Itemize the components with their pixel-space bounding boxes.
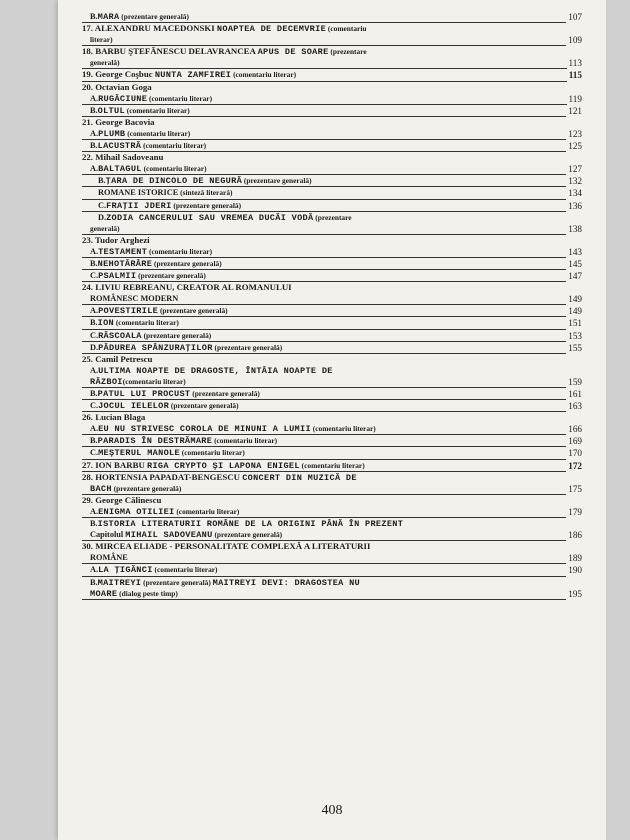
toc-entry [82, 46, 582, 57]
entry-note: (comentariu literar) [147, 93, 213, 103]
toc-entry [82, 564, 582, 576]
toc-page-number: 127 [568, 164, 582, 175]
entry-text: B. [90, 389, 98, 398]
toc-page-number: 155 [568, 342, 582, 353]
toc-entry [82, 460, 582, 472]
entry-text: A. [90, 128, 99, 138]
toc-entry-title [90, 529, 282, 541]
toc-entry [82, 293, 582, 305]
toc-entry [82, 541, 582, 552]
entry-text: 27. ION BARBU [82, 459, 148, 470]
work-title: MARA [97, 12, 120, 22]
toc-page-number: 172 [568, 460, 582, 471]
toc-entry-title [90, 246, 212, 258]
work-title: CONCERT DIN MUZICĂ DE [242, 472, 357, 483]
entry-note: (prezentare generală) [212, 342, 283, 352]
toc-entry-title [90, 34, 113, 45]
work-title: MEŞTERUL MANOLE [98, 448, 180, 459]
entry-note: (comentariu [326, 24, 367, 34]
toc-page-number: 161 [568, 389, 582, 399]
work-title: ENIGMA OTILIEI [98, 506, 175, 517]
entry-text: B. [98, 176, 106, 186]
entry-text: ROMÂNESC MODERN [90, 294, 179, 304]
work-title: ION [97, 318, 114, 329]
toc-entry [82, 235, 582, 246]
entry-text: 26. Lucian Blaga [82, 412, 146, 423]
entry-text: B. [90, 577, 98, 587]
entry-text: B. [90, 141, 98, 151]
toc-entry [82, 588, 582, 600]
entry-text: B. [90, 519, 98, 529]
entry-note: generală) [90, 58, 120, 68]
entry-text: 22. Mihail Sadoveanu [82, 152, 164, 163]
entry-text: A. [90, 306, 99, 316]
toc-entry [82, 246, 582, 258]
work-title: EU NU STRIVESC COROLA DE MINUNI A LUMII [98, 424, 311, 435]
entry-text: A. [90, 365, 99, 375]
entry-note: (comentariu literar) [299, 460, 365, 470]
toc-entry [82, 435, 582, 447]
toc-entry [82, 163, 582, 175]
toc-entry [82, 506, 582, 518]
toc-entry-title [82, 152, 163, 163]
entry-text: D. [98, 212, 107, 222]
entry-note: (prezentare generală) [141, 577, 213, 587]
toc-entry [82, 518, 582, 529]
toc-entry [82, 376, 582, 388]
entry-note: (prezentare generală) [119, 12, 189, 21]
toc-entry-title [90, 305, 228, 317]
toc-page-number: 186 [568, 530, 582, 541]
toc-entry [82, 93, 582, 105]
toc-page-number: 132 [568, 176, 582, 187]
toc-entry-title [98, 200, 241, 212]
entry-text: 18. BARBU ŞTEFĂNESCU DELAVRANCEA [82, 46, 258, 57]
toc-page-number: 121 [568, 105, 582, 116]
work-title: JOCUL IELELOR [98, 401, 170, 412]
entry-text: Capitolul [90, 530, 126, 540]
toc-entry-title [90, 11, 189, 23]
entry-note: (comentariu literar) [113, 318, 179, 328]
toc-entry [82, 317, 582, 329]
toc-entry-title [82, 69, 296, 81]
toc-entry-title [90, 93, 212, 105]
entry-note: generală) [90, 223, 120, 233]
toc-entry [82, 187, 582, 199]
toc-entry-title [90, 128, 190, 140]
toc-entry [82, 117, 582, 128]
toc-entry [82, 152, 582, 163]
toc-entry-title [98, 175, 312, 187]
toc-entry-title [90, 552, 128, 563]
entry-text: C. [98, 200, 107, 210]
toc-page-number: 115 [568, 70, 582, 81]
entry-text: A. [90, 246, 99, 256]
toc-entry [82, 529, 582, 541]
toc-entry-title [82, 235, 150, 246]
toc-entry [82, 483, 582, 495]
toc-entry [82, 57, 582, 69]
entry-text: 20. Octavian Goga [82, 81, 152, 92]
work-title: PSALMII [98, 271, 137, 282]
entry-text: B. [90, 258, 98, 268]
toc-page-number: 107 [568, 12, 582, 22]
entry-note: literar) [90, 35, 113, 45]
entry-note: (prezentare generală) [169, 401, 239, 411]
toc-page-number: 149 [568, 294, 582, 305]
toc-entry [82, 577, 582, 588]
toc-entry [82, 69, 582, 81]
page-number: 408 [321, 803, 343, 818]
toc-entry [82, 552, 582, 564]
entry-note: (prezentare generală) [152, 258, 222, 268]
entry-text: B. [90, 436, 98, 446]
entry-note: (comentariu literar) [174, 506, 240, 516]
entry-note: (comentariu literar) [124, 105, 190, 115]
toc-page-number: 159 [568, 376, 582, 387]
entry-text: 24. LIVIU REBREANU, CREATOR AL ROMANULUI [82, 282, 292, 293]
toc-entry-title [90, 258, 222, 270]
toc-entry-title [82, 82, 152, 93]
toc-entry [82, 140, 582, 152]
entry-note: (sinteză literară) [178, 188, 233, 198]
toc-entry [82, 472, 582, 483]
toc-entry [82, 212, 582, 223]
entry-text: ROMANE ISTORICE [98, 188, 179, 198]
toc-page-number: 149 [568, 306, 582, 317]
work-title: LACUSTRĂ [97, 141, 142, 152]
work-title: MIHAIL SADOVEANU [125, 530, 213, 541]
entry-note: (comentariu literar) [141, 141, 207, 151]
toc-entry-title [90, 400, 239, 412]
toc-page-number: 143 [568, 246, 582, 257]
entry-note: (comentariu literar) [179, 448, 245, 458]
toc-page-number: 163 [568, 401, 582, 412]
entry-text: D. [90, 342, 99, 352]
toc-page-number: 166 [568, 424, 582, 435]
work-title: RĂSCOALA [98, 330, 142, 341]
toc-page-number: 190 [568, 565, 582, 576]
toc-entry [82, 128, 582, 140]
toc-entry-title [90, 330, 211, 342]
toc-entry-title [90, 163, 207, 175]
entry-text: A. [90, 93, 99, 103]
toc-page-number: 175 [568, 483, 582, 494]
entry-note: (prezentare [313, 212, 352, 222]
toc-page-number: 109 [568, 35, 582, 46]
toc-entry [82, 23, 582, 34]
work-title: RIGA CRYPTO ŞI LAPONA ENIGEL [147, 460, 300, 471]
entry-text: A. [90, 506, 99, 516]
entry-text: 30. MIRCEA ELIADE - PERSONALITATE COMPLEXĂ A LITERATURII [82, 541, 371, 552]
entry-text: 28. HORTENSIA PAPADAT-BENGESCU [82, 471, 243, 482]
toc-entry-title [90, 140, 206, 152]
entry-text: ROMÂNE [90, 553, 128, 563]
entry-note: (dialog peste timp) [117, 588, 178, 598]
toc-entry [82, 330, 582, 342]
toc-entry [82, 282, 582, 293]
toc-entry [82, 354, 582, 365]
entry-text: B. [90, 105, 98, 115]
book-page [58, 0, 606, 840]
entry-note: (comentariu literar) [231, 70, 297, 80]
entry-note: (comentariu literar) [122, 376, 186, 386]
toc-page-number: 169 [568, 436, 582, 447]
toc-entry-title [90, 447, 245, 459]
toc-entry [82, 423, 582, 435]
entry-text: A. [90, 565, 99, 575]
work-title: ISTORIA LITERATURII ROMÂNE DE LA ORIGINI PÂNĂ ÎN PREZENT [97, 519, 404, 530]
toc-page-number: 145 [568, 258, 582, 269]
work-title: RUGĂCIUNE [98, 93, 148, 104]
toc-page-number: 119 [568, 93, 582, 104]
entry-text: 19. George Coşbuc [82, 69, 155, 80]
toc-entry [82, 447, 582, 459]
toc-entry-title [90, 564, 218, 576]
entry-text: 23. Tudor Arghezi [82, 234, 150, 245]
toc-entry-title [82, 354, 152, 365]
entry-note: (prezentare generală) [136, 271, 206, 281]
entry-text: A. [90, 424, 99, 434]
work-title: POVESTIRILE [98, 306, 159, 317]
toc-page-number: 151 [568, 318, 582, 329]
entry-note: (prezentare [328, 47, 367, 57]
entry-text: C. [90, 448, 99, 458]
work-title: APUS DE SOARE [257, 47, 329, 58]
entry-note: (comentariu literar) [152, 565, 218, 575]
work-title: NUNTA ZAMFIREI [154, 70, 232, 81]
toc-entry [82, 82, 582, 93]
toc-page-number: 136 [568, 200, 582, 211]
entry-text: 21. George Bacovia [82, 116, 155, 127]
work-title: PĂDUREA SPÂNZURAŢILOR [98, 342, 213, 353]
toc-entry-title [90, 105, 190, 117]
toc-entry [82, 258, 582, 270]
work-title: TESTAMENT [98, 246, 148, 257]
toc-entry-title [90, 223, 120, 234]
work-title: BACH [90, 483, 112, 494]
work-title: FRAŢII JDERI [106, 200, 172, 211]
entry-text: B. [90, 318, 98, 328]
toc-page-number: 113 [568, 58, 582, 69]
toc-page-number: 179 [568, 506, 582, 517]
toc-entry-title [90, 270, 206, 282]
toc-entry [82, 105, 582, 117]
toc-entry [82, 388, 582, 400]
toc-entry [82, 400, 582, 412]
toc-entry [82, 305, 582, 317]
entry-note: (comentariu literar) [125, 128, 191, 138]
work-title: MOARE [90, 588, 118, 599]
entry-text: 17. ALEXANDRU MACEDONSKI [82, 23, 217, 34]
entry-text: 29. George Călinescu [82, 494, 162, 505]
work-title: RĂZBOI [90, 376, 123, 387]
work-title: NEHOTĂRÂRE [97, 258, 153, 269]
toc-entry [82, 270, 582, 282]
toc-page-number: 170 [568, 448, 582, 459]
entry-note: (prezentare generală) [242, 176, 312, 186]
toc-entry-title [90, 435, 277, 447]
work-title: OLTUL [97, 105, 125, 116]
work-title: MAITREYI [97, 577, 142, 588]
toc-page-number: 125 [568, 141, 582, 152]
entry-text: B. [90, 12, 98, 21]
toc-entry [82, 342, 582, 354]
toc-entry [82, 495, 582, 506]
entry-note: (comentariu literar) [212, 436, 278, 446]
toc-entry-title [90, 57, 120, 68]
work-title: MAITREYI DEVI: DRAGOSTEA NU [212, 577, 360, 588]
entry-note: (prezentare generală) [171, 200, 242, 210]
entry-note: (prezentare generală) [212, 530, 283, 540]
entry-text: 25. Camil Petrescu [82, 353, 153, 364]
toc-entry [82, 365, 582, 376]
toc-entry-title [90, 483, 181, 495]
entry-text: C. [90, 330, 99, 340]
entry-note: (comentariu literar) [141, 164, 207, 174]
entry-note: (prezentare generală) [158, 306, 228, 316]
toc-entry-title [82, 412, 145, 423]
toc-page-number: 147 [568, 271, 582, 282]
toc-entry [82, 175, 582, 187]
toc-entry [82, 412, 582, 423]
entry-note: (prezentare generală) [190, 389, 260, 398]
work-title: ULTIMA NOAPTE DE DRAGOSTE, ÎNTÂIA NOAPTE DE [98, 365, 333, 376]
toc-entry-title [90, 376, 186, 388]
work-title: ZODIA CANCERULUI SAU VREMEA DUCĂI VODĂ [106, 212, 314, 223]
toc-entry-title [82, 282, 292, 293]
toc-entry-title [82, 117, 155, 128]
work-title: PARADIS ÎN DESTRĂMARE [97, 436, 213, 447]
table-of-contents [82, 11, 582, 600]
toc-entry-title [90, 423, 376, 435]
work-title: NOAPTEA DE DECEMVRIE [216, 24, 327, 35]
entry-text: A. [90, 164, 99, 174]
work-title: ŢARA DE DINCOLO DE NEGURĂ [105, 176, 243, 187]
toc-entry-title [90, 388, 260, 400]
toc-entry-title [90, 342, 282, 354]
toc-entry-title [82, 460, 365, 472]
toc-entry-title [90, 317, 179, 329]
toc-entry [82, 34, 582, 46]
work-title: BALTAGUL [98, 164, 142, 175]
toc-entry [82, 223, 582, 235]
toc-entry-title [90, 506, 239, 518]
toc-page-number: 123 [568, 128, 582, 139]
toc-page-number: 195 [568, 588, 582, 599]
toc-entry-title [82, 541, 370, 552]
entry-note: (comentariu literar) [310, 424, 376, 434]
work-title: PATUL LUI PROCUST [97, 389, 191, 399]
entry-note: (prezentare generală) [111, 483, 182, 493]
entry-note: (prezentare generală) [141, 330, 212, 340]
toc-entry [82, 11, 582, 23]
toc-page-number: 153 [568, 330, 582, 341]
toc-entry-title [90, 293, 178, 304]
work-title: PLUMB [98, 128, 126, 139]
entry-note: (comentariu literar) [147, 246, 213, 256]
toc-entry-title [98, 187, 232, 198]
toc-page-number: 134 [568, 188, 582, 199]
toc-page-number: 138 [568, 223, 582, 234]
toc-entry-title [90, 588, 178, 600]
toc-entry-title [82, 495, 161, 506]
toc-entry [82, 200, 582, 212]
work-title: LA ŢIGĂNCI [98, 565, 153, 576]
toc-page-number: 189 [568, 553, 582, 564]
entry-text: C. [90, 271, 99, 281]
entry-text: C. [90, 401, 99, 411]
